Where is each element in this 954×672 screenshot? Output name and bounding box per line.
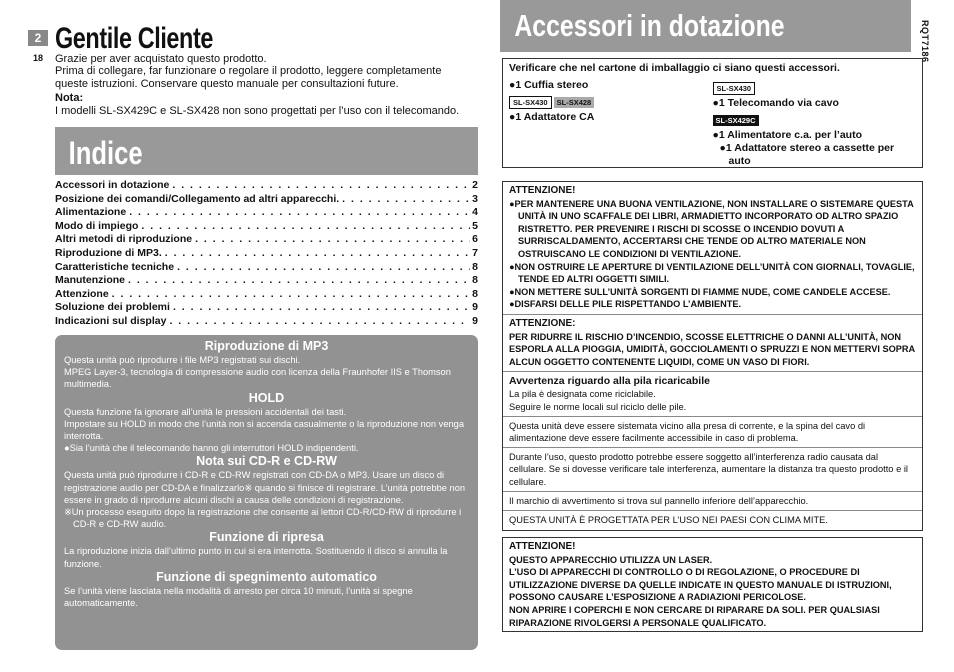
toc-entry[interactable] [55, 233, 478, 247]
toc-entry-page: 9 [472, 314, 478, 327]
warning-bullet: ●NON METTERE SULL’UNITÀ SORGENTI DI FIAMME NUDE, COME CANDELE ACCESE. [509, 286, 891, 297]
interferenza-section [503, 447, 922, 491]
warning-bullet: ●PER MANTENERE UNA BUONA VENTILAZIONE, NON INSTALLARE O SISTEMARE QUESTA UNITÀ IN UNO SCAFFALE DEI LIBRI, ARMADIETTO INCORPORATO OD ALTRO SPAZIO RISTRETTO. PER PREVENIRE I RISCHI DI SCOSSE O INCENDIO DOVUTI A SURRISCALDAMENTO, ACCERTARSI CHE TENDE OD ALTRO MATERIALE NON OSTRUISCANO LE CONDIZIONI DI VENTILAZIONE. [509, 198, 914, 259]
page-sub-number: 18 [33, 53, 44, 63]
indice-title: Indice [68, 135, 143, 171]
spegnimento-heading: Funzione di spegnimento automatico [156, 569, 377, 584]
clima-section [503, 510, 922, 529]
toc-entry-title: Caratteristiche tecniche [55, 260, 175, 273]
toc-entry-title: Manutenzione [55, 274, 125, 287]
toc-entry[interactable] [55, 288, 478, 302]
toc-entry-page: 9 [472, 301, 478, 314]
pila-text: Seguire le norme locali sul riciclo delle pile. [509, 401, 687, 412]
document-code: RQT7186 [920, 20, 930, 63]
model-tag: SL-SX430 [509, 96, 552, 109]
toc-entry[interactable] [55, 261, 478, 275]
warning-bullet: ●DISFARSI DELLE PILE RISPETTANDO L’AMBIENTE. [509, 299, 742, 310]
toc-entry-title: Accessori in dotazione [55, 179, 170, 191]
presa-section [503, 416, 922, 447]
toc-entry[interactable] [55, 247, 478, 261]
toc-entry[interactable] [55, 220, 478, 234]
accessori-right-column [713, 78, 917, 168]
toc-entry-page: 8 [472, 260, 478, 273]
pila-title: Avvertenza riguardo alla pila ricaricabile [509, 375, 710, 388]
hold-text: Impostare su HOLD in modo che l’unità non si accenda casualmente o la riproduzione non venga interrotta. [64, 418, 465, 442]
mp3-text: MPEG Layer-3, tecnologia di compressione audio con licenza della Fraunhofer IIS e Thomson multimedia. [64, 367, 451, 390]
marchio-section [503, 491, 922, 510]
toc-entry-title: Indicazioni sul display [55, 314, 167, 327]
warning-bullet: ●NON OSTRUIRE LE APERTURE DI VENTILAZIONE DELL’UNITÀ CON GIORNALI, TOVAGLIE, TENDE ED ALTRI OGGETTI SIMILI. [509, 261, 915, 285]
accessori-banner [500, 0, 911, 52]
intro-line: Prima di collegare, far funzionare o regolare il prodotto, leggere completamente [55, 65, 442, 78]
mp3-heading: Riproduzione di MP3 [204, 339, 329, 353]
toc-entry[interactable] [55, 301, 478, 315]
interferenza-text: Durante l’uso, questo prodotto potrebbe essere soggetto all’interferenza radio causata dal cellulare. Se si dovesse verificare tale interferenza, aumentare la distanza tra questo prodotto e il cellulare. [509, 452, 908, 487]
intro-line: Grazie per aver acquistato questo prodotto. [55, 53, 267, 65]
accessory-alimentatore: ●1 Alimentatore c.a. per l’auto [712, 129, 862, 141]
toc-entry-page: 2 [472, 179, 478, 191]
accessori-title: Accessori in dotazione [514, 8, 785, 43]
ripresa-heading: Funzione di ripresa [209, 530, 324, 545]
features-box [55, 335, 478, 650]
table-of-contents [55, 179, 478, 329]
cdr-heading: Nota sui CD-R e CD-RW [196, 454, 337, 469]
mp3-text: Questa unità può riprodurre i file MP3 registrati sui dischi. [64, 355, 301, 365]
presa-text: Questa unità deve essere sistemata vicino alla presa di corrente, e la spina del cavo di alimentazione deve essere facilmente accessibile in caso di problema. [509, 420, 866, 443]
gentile-cliente-title: Gentile Cliente [55, 22, 213, 55]
model-tag: SL-SX430 [713, 82, 756, 95]
toc-entry-title: Soluzione dei problemi [55, 301, 170, 314]
model-tag: SL-SX428 [554, 97, 595, 108]
cdr-text: Questa unità può riprodurre i CD-R e CD-RW registrati con CD-DA o MP3. Usare un disco di registrazione audio per CD-DA e finalizzarlo※ quando si finisce di registrare. L’unità potrebbe non essere in grado di riprodurre alcuni dischi a causa delle condizioni di registrazione. [64, 470, 466, 505]
laser-text: QUESTO APPARECCHIO UTILIZZA UN LASER. [509, 554, 713, 565]
toc-entry-page: 3 [472, 192, 478, 205]
accessori-box [502, 58, 923, 168]
cdr-note: ※Un processo eseguito dopo la registrazione che consente ai lettori CD-R/CD-RW di riprodurre i CD-R e CD-RW audio. [64, 507, 462, 530]
indice-banner [55, 127, 478, 175]
warning-title: ATTENZIONE: [509, 317, 576, 329]
accessory-cuffia: ●1 Cuffia stereo [509, 79, 589, 91]
toc-entry-page: 4 [472, 206, 478, 219]
warning-title: ATTENZIONE! [509, 185, 576, 196]
accessori-verify-text: Verificare che nel cartone di imballaggio ci siano questi accessori. [509, 62, 840, 74]
accessori-left-column [509, 78, 713, 168]
hold-note: ●Sia l’unità che il telecomando hanno gli interruttori HOLD indipendenti. [64, 443, 359, 454]
toc-entry[interactable] [55, 193, 478, 207]
warnings-box [502, 181, 923, 531]
page-number: 2 [28, 30, 48, 46]
laser-title: ATTENZIONE! [509, 541, 576, 552]
toc-entry-page: 8 [472, 274, 478, 287]
marchio-text: Il marchio di avvertimento si trova sul pannello inferiore dell’apparecchio. [509, 495, 809, 506]
hold-text: Questa funzione fa ignorare all’unità le pressioni accidentali dei tasti. [64, 406, 347, 417]
laser-text: NON APRIRE I COPERCHI E NON CERCARE DI RIPARARE DA SOLI. PER QUALSIASI RIPARAZIONE RIVOLGERSI A PERSONALE QUALIFICATO. [509, 604, 880, 628]
nota-text: I modelli SL-SX429C e SL-SX428 non sono progettati per l’uso con il telecomando. [55, 104, 460, 117]
attenzione-incendio [503, 314, 922, 371]
pila-section [503, 371, 922, 415]
nota-label: Nota: [55, 92, 84, 105]
pila-text: La pila è designata come riciclabile. [509, 389, 656, 400]
toc-entry-page: 8 [472, 287, 478, 300]
accessory-adattatore-cassette: ●1 Adattatore stereo a cassette per auto [719, 142, 895, 167]
model-tag: SL-SX429C [713, 115, 759, 126]
warning-text: PER RIDURRE IL RISCHIO D’INCENDIO, SCOSSE ELETTRICHE O DANNI ALL’UNITÀ, NON ESPORLA ALLA PIOGGIA, UMIDITÀ, GOCCIOLAMENTI O SPRUZZI E NON METTERVI SOPRA ALCUN OGGETTO CONTENENTE LIQUIDI, COME UN VASO DI FIORI. [509, 331, 915, 367]
toc-entry-title: Altri metodi di riproduzione [55, 233, 193, 246]
toc-entry-title: Modo di impiego [55, 219, 139, 232]
toc-entry-page: 7 [472, 246, 478, 259]
toc-entry-page: 6 [472, 233, 478, 246]
spegnimento-text: Se l’unità viene lasciata nella modalità di arresto per circa 10 minuti, l’unità si spegne automaticamente. [64, 585, 413, 609]
toc-entry-page: 5 [472, 219, 478, 232]
hold-heading: HOLD [248, 390, 285, 405]
toc-entry-title: Posizione dei comandi/Collegamento ad altri apparecchi. [55, 192, 340, 205]
intro-text [55, 53, 475, 117]
toc-entry[interactable] [55, 179, 478, 193]
laser-text: L’USO DI APPARECCHI DI CONTROLLO O DI REGOLAZIONE, O PROCEDURE DI UTILIZZAZIONE DIVERSE DA QUELLE INDICATE IN QUESTO MANUALE DI ISTRUZIONI, POSSONO CAUSARE L’ESPOSIZIONE A RADIAZIONI PERICOLOSE. [509, 567, 892, 603]
intro-line: queste istruzioni. Conservare questo manuale per consultazioni future. [55, 77, 399, 90]
accessory-adattatore-ca: ●1 Adattatore CA [509, 111, 595, 123]
clima-text: QUESTA UNITÀ È PROGETTATA PER L’USO NEI PAESI CON CLIMA MITE. [509, 514, 828, 525]
ripresa-text: La riproduzione inizia dall’ultimo punto in cui si era interrotta. Sostituendo il disco si annulla la funzione. [64, 546, 448, 569]
toc-entry-title: Alimentazione [55, 206, 127, 219]
toc-entry-title: Riproduzione di MP3. [55, 246, 162, 259]
toc-entry-title: Attenzione [55, 287, 109, 300]
toc-entry[interactable] [55, 206, 478, 220]
toc-entry[interactable] [55, 274, 478, 288]
toc-entry[interactable] [55, 315, 478, 329]
attenzione-ventilazione [503, 182, 922, 314]
accessory-telecomando: ●1 Telecomando via cavo [712, 97, 839, 109]
laser-warning-box [502, 537, 923, 632]
